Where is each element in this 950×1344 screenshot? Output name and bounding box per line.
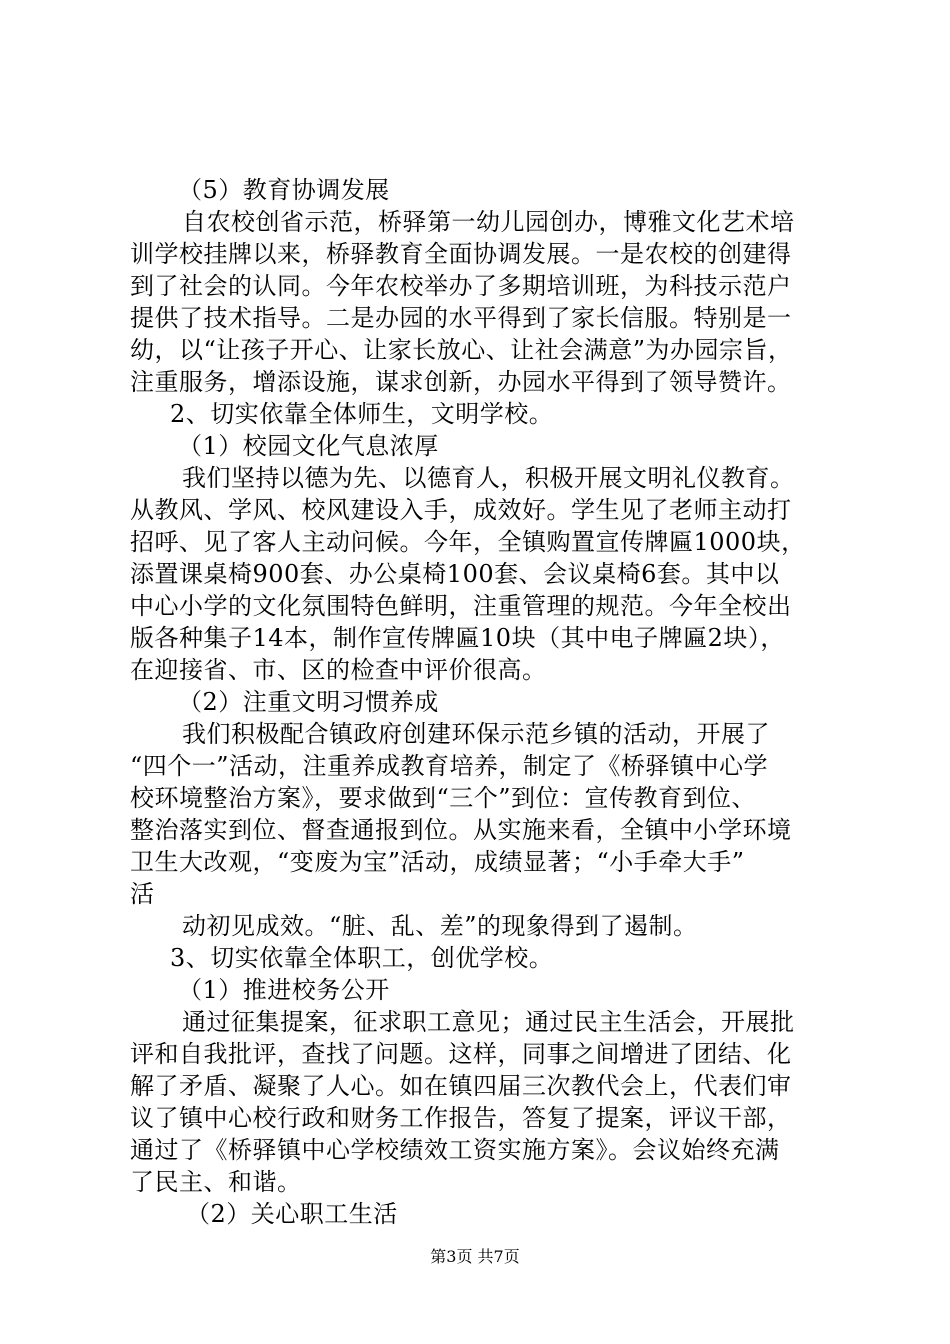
subheading-2: （2）注重文明习惯养成	[178, 688, 439, 716]
paragraph-line: 卫生大改观，“变废为宝”活动，成绩显著；“小手牵大手”	[130, 848, 745, 876]
paragraph-line: 我们积极配合镇政府创建环保示范乡镇的活动，开展了	[182, 720, 770, 748]
paragraph-line: 在迎接省、市、区的检查中评价很高。	[130, 656, 547, 684]
paragraph-line: 幼，以“让孩子开心、让家长放心、让社会满意”为办园宗旨，	[130, 336, 793, 364]
paragraph-line: 整治落实到位、督查通报到位。从实施来看，全镇中小学环境	[130, 816, 792, 844]
paragraph-line: 活	[130, 880, 155, 908]
paragraph-line: 通过征集提案，征求职工意见；通过民主生活会，开展批	[182, 1008, 795, 1036]
section-heading-3: 3、切实依靠全体职工，创优学校。	[170, 944, 554, 972]
document-body	[130, 174, 830, 1230]
subheading-1: （1）校园文化气息浓厚	[178, 432, 439, 460]
paragraph-line: 议了镇中心校行政和财务工作报告，答复了提案，评议干部，	[130, 1104, 792, 1132]
paragraph-line: 通过了《桥驿镇中心学校绩效工资实施方案》。会议始终充满	[130, 1136, 780, 1164]
subheading-1: （1）推进校务公开	[178, 976, 390, 1004]
paragraph-line: 动初见成效。“脏、乱、差”的现象得到了遏制。	[182, 912, 698, 940]
subheading-5: （5）教育协调发展	[178, 176, 390, 204]
section-heading-2: 2、切实依靠全体师生，文明学校。	[170, 400, 554, 428]
paragraph-line: 版各种集子14本，制作宣传牌匾10块（其中电子牌匾2块），	[130, 624, 785, 652]
page-number-footer: 第3页 共7页	[430, 1247, 520, 1266]
paragraph-line: 添置课桌椅900套、办公桌椅100套、会议桌椅6套。其中以	[130, 560, 780, 588]
paragraph-line: 校环境整治方案》，要求做到“三个”到位：宣传教育到位、	[130, 784, 757, 812]
paragraph-line: 了民主、和谐。	[130, 1168, 302, 1196]
paragraph-line: “四个一”活动，注重养成教育培养，制定了《桥驿镇中心学	[130, 752, 769, 780]
paragraph-line: 评和自我批评，查找了问题。这样，同事之间增进了团结、化	[130, 1040, 792, 1068]
paragraph-line: 从教风、学风、校风建设入手，成效好。学生见了老师主动打	[130, 496, 792, 524]
subheading-2: （2）关心职工生活	[186, 1200, 398, 1228]
paragraph-line: 中心小学的文化氛围特色鲜明，注重管理的规范。今年全校出	[130, 592, 792, 620]
paragraph-line: 我们坚持以德为先、以德育人，积极开展文明礼仪教育。	[182, 464, 795, 492]
paragraph-line: 自农校创省示范，桥驿第一幼儿园创办，博雅文化艺术培	[182, 208, 795, 236]
paragraph-line: 训学校挂牌以来，桥驿教育全面协调发展。一是农校的创建得	[130, 240, 792, 268]
paragraph-line: 到了社会的认同。今年农校举办了多期培训班，为科技示范户	[130, 272, 792, 300]
paragraph-line: 招呼、见了客人主动问候。今年，全镇购置宣传牌匾1000块，	[130, 528, 806, 556]
paragraph-line: 注重服务，增添设施，谋求创新，办园水平得到了领导赞许。	[130, 368, 792, 396]
paragraph-line: 提供了技术指导。二是办园的水平得到了家长信服。特别是一	[130, 304, 792, 332]
paragraph-line: 解了矛盾、凝聚了人心。如在镇四届三次教代会上，代表们审	[130, 1072, 792, 1100]
